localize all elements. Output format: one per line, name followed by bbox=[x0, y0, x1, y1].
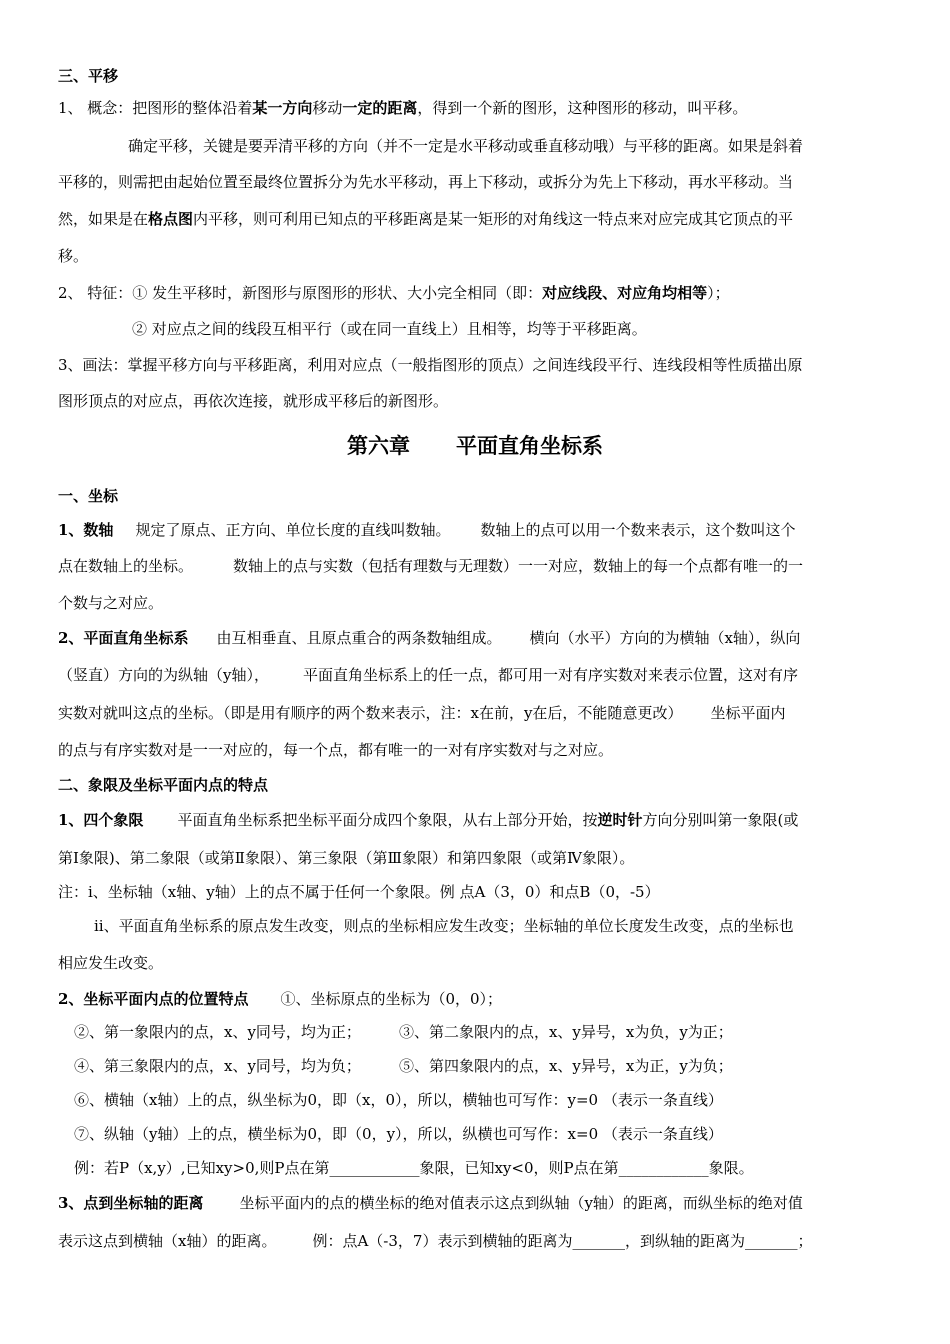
plane-line3: 实数对就叫这点的坐标。（即是用有顺序的两个数来表示，注：x在前，y在后，不能随意更改） 坐标平面内 bbox=[58, 704, 786, 722]
confirm-paragraph-line3: 然，如果是在格点图内平移，则可利用已知点的平移距离是某一矩形的对角线这一特点来对应完成其它顶点的平 bbox=[58, 210, 794, 228]
position-example: 例：若P（x,y）,已知xy>0,则P点在第____________象限，已知xy<0，则P点在第____________象限。 bbox=[74, 1159, 754, 1177]
plane-line4: 的点与有序实数对是一一对应的，每一个点，都有唯一的一对有序实数对与之对应。 bbox=[58, 741, 614, 759]
note-line2: ⅱ、平面直角坐标系的原点发生改变，则点的坐标相应发生改变；坐标轴的单位长度发生改变，点的坐标也 bbox=[94, 917, 794, 935]
note-line3: 相应发生改变。 bbox=[58, 954, 164, 972]
distance-line2: 表示这点到横轴（x轴）的距离。 例：点A（-3，7）表示到横轴的距离为_______，到纵轴的距离为_______； bbox=[58, 1232, 813, 1250]
position-line1: 2、坐标平面内点的位置特点 ①、坐标原点的坐标为（0，0）； bbox=[58, 990, 503, 1008]
quad-line1: 1、四个象限 平面直角坐标系把坐标平面分成四个象限，从右上部分开始，按逆时针方向分别叫第一象限(或 bbox=[58, 811, 799, 829]
note-line1: 注：ⅰ、坐标轴（x轴、y轴）上的点不属于任何一个象限。例 点A（3，0）和点B（0，-5） bbox=[58, 883, 660, 901]
confirm-paragraph-line4: 移。 bbox=[58, 247, 89, 265]
draw-line2: 图形顶点的对应点，再依次连接，就形成平移后的新图形。 bbox=[58, 392, 449, 410]
draw-line1: 3、画法：掌握平移方向与平移距离，利用对应点（一般指图形的顶点）之间连线段平行、连线段相等性质描出原 bbox=[58, 356, 803, 374]
quad-line2: 第Ⅰ象限)、第二象限（或第Ⅱ象限）、第三象限（第Ⅲ象限）和第四象限（或第Ⅳ象限）。 bbox=[58, 849, 635, 867]
position-line5: ⑦、纵轴（y轴）上的点，横坐标为0，即（0，y），所以，纵横也可写作：x=0 （表示一条直线） bbox=[74, 1125, 723, 1143]
position-line4: ⑥、横轴（x轴）上的点，纵坐标为0，即（x，0），所以，横轴也可写作：y=0 （表示一条直线） bbox=[74, 1091, 723, 1109]
feature-line1: 2、 特征：① 发生平移时，新图形与原图形的形状、大小完全相同（即：对应线段、对应角均相等）； bbox=[58, 284, 730, 302]
confirm-paragraph-line1: 确定平移，关键是要弄清平移的方向（并不一定是水平移动或垂直移动哦）与平移的距离。如果是斜着 bbox=[128, 137, 804, 155]
plane-line2: （竖直）方向的为纵轴（y轴）， 平面直角坐标系上的任一点，都可用一对有序实数对来表示位置，这对有序 bbox=[58, 666, 798, 684]
distance-line1: 3、点到坐标轴的距离 坐标平面内的点的横坐标的绝对值表示这点到纵轴（y轴）的距离，而纵坐标的绝对值 bbox=[58, 1194, 803, 1212]
section-title-translation: 三、平移 bbox=[58, 67, 119, 85]
axis-line2: 点在数轴上的坐标。 数轴上的点与实数（包括有理数与无理数）一一对应，数轴上的每一个点都有唯一的一 bbox=[58, 557, 804, 575]
part2-title: 二、象限及坐标平面内点的特点 bbox=[58, 776, 269, 794]
part1-title: 一、坐标 bbox=[58, 487, 119, 505]
axis-line1: 1、数轴 规定了原点、正方向、单位长度的直线叫数轴。 数轴上的点可以用一个数来表示，这个数叫这个 bbox=[58, 521, 796, 539]
plane-line1: 2、平面直角坐标系 由互相垂直、且原点重合的两条数轴组成。 横向（水平）方向的为横轴（x轴），纵向 bbox=[58, 629, 801, 647]
position-line2: ②、第一象限内的点，x、y同号，均为正； ③、第二象限内的点，x、y异号，x为负，y为正； bbox=[74, 1023, 733, 1041]
position-line3: ④、第三象限内的点，x、y同号，均为负； ⑤、第四象限内的点，x、y异号，x为正，y为负； bbox=[74, 1057, 733, 1075]
concept-paragraph: 1、 概念：把图形的整体沿着某一方向移动一定的距离，得到一个新的图形，这种图形的移动，叫平移。 bbox=[58, 99, 748, 117]
axis-line3: 个数与之对应。 bbox=[58, 594, 164, 612]
confirm-paragraph-line2: 平移的，则需把由起始位置至最终位置拆分为先水平移动，再上下移动，或拆分为先上下移动，再水平移动。当 bbox=[58, 173, 794, 191]
chapter-heading: 第六章 平面直角坐标系 bbox=[347, 433, 603, 458]
feature-line2: ② 对应点之间的线段互相平行（或在同一直线上）且相等，均等于平移距离。 bbox=[132, 320, 647, 338]
